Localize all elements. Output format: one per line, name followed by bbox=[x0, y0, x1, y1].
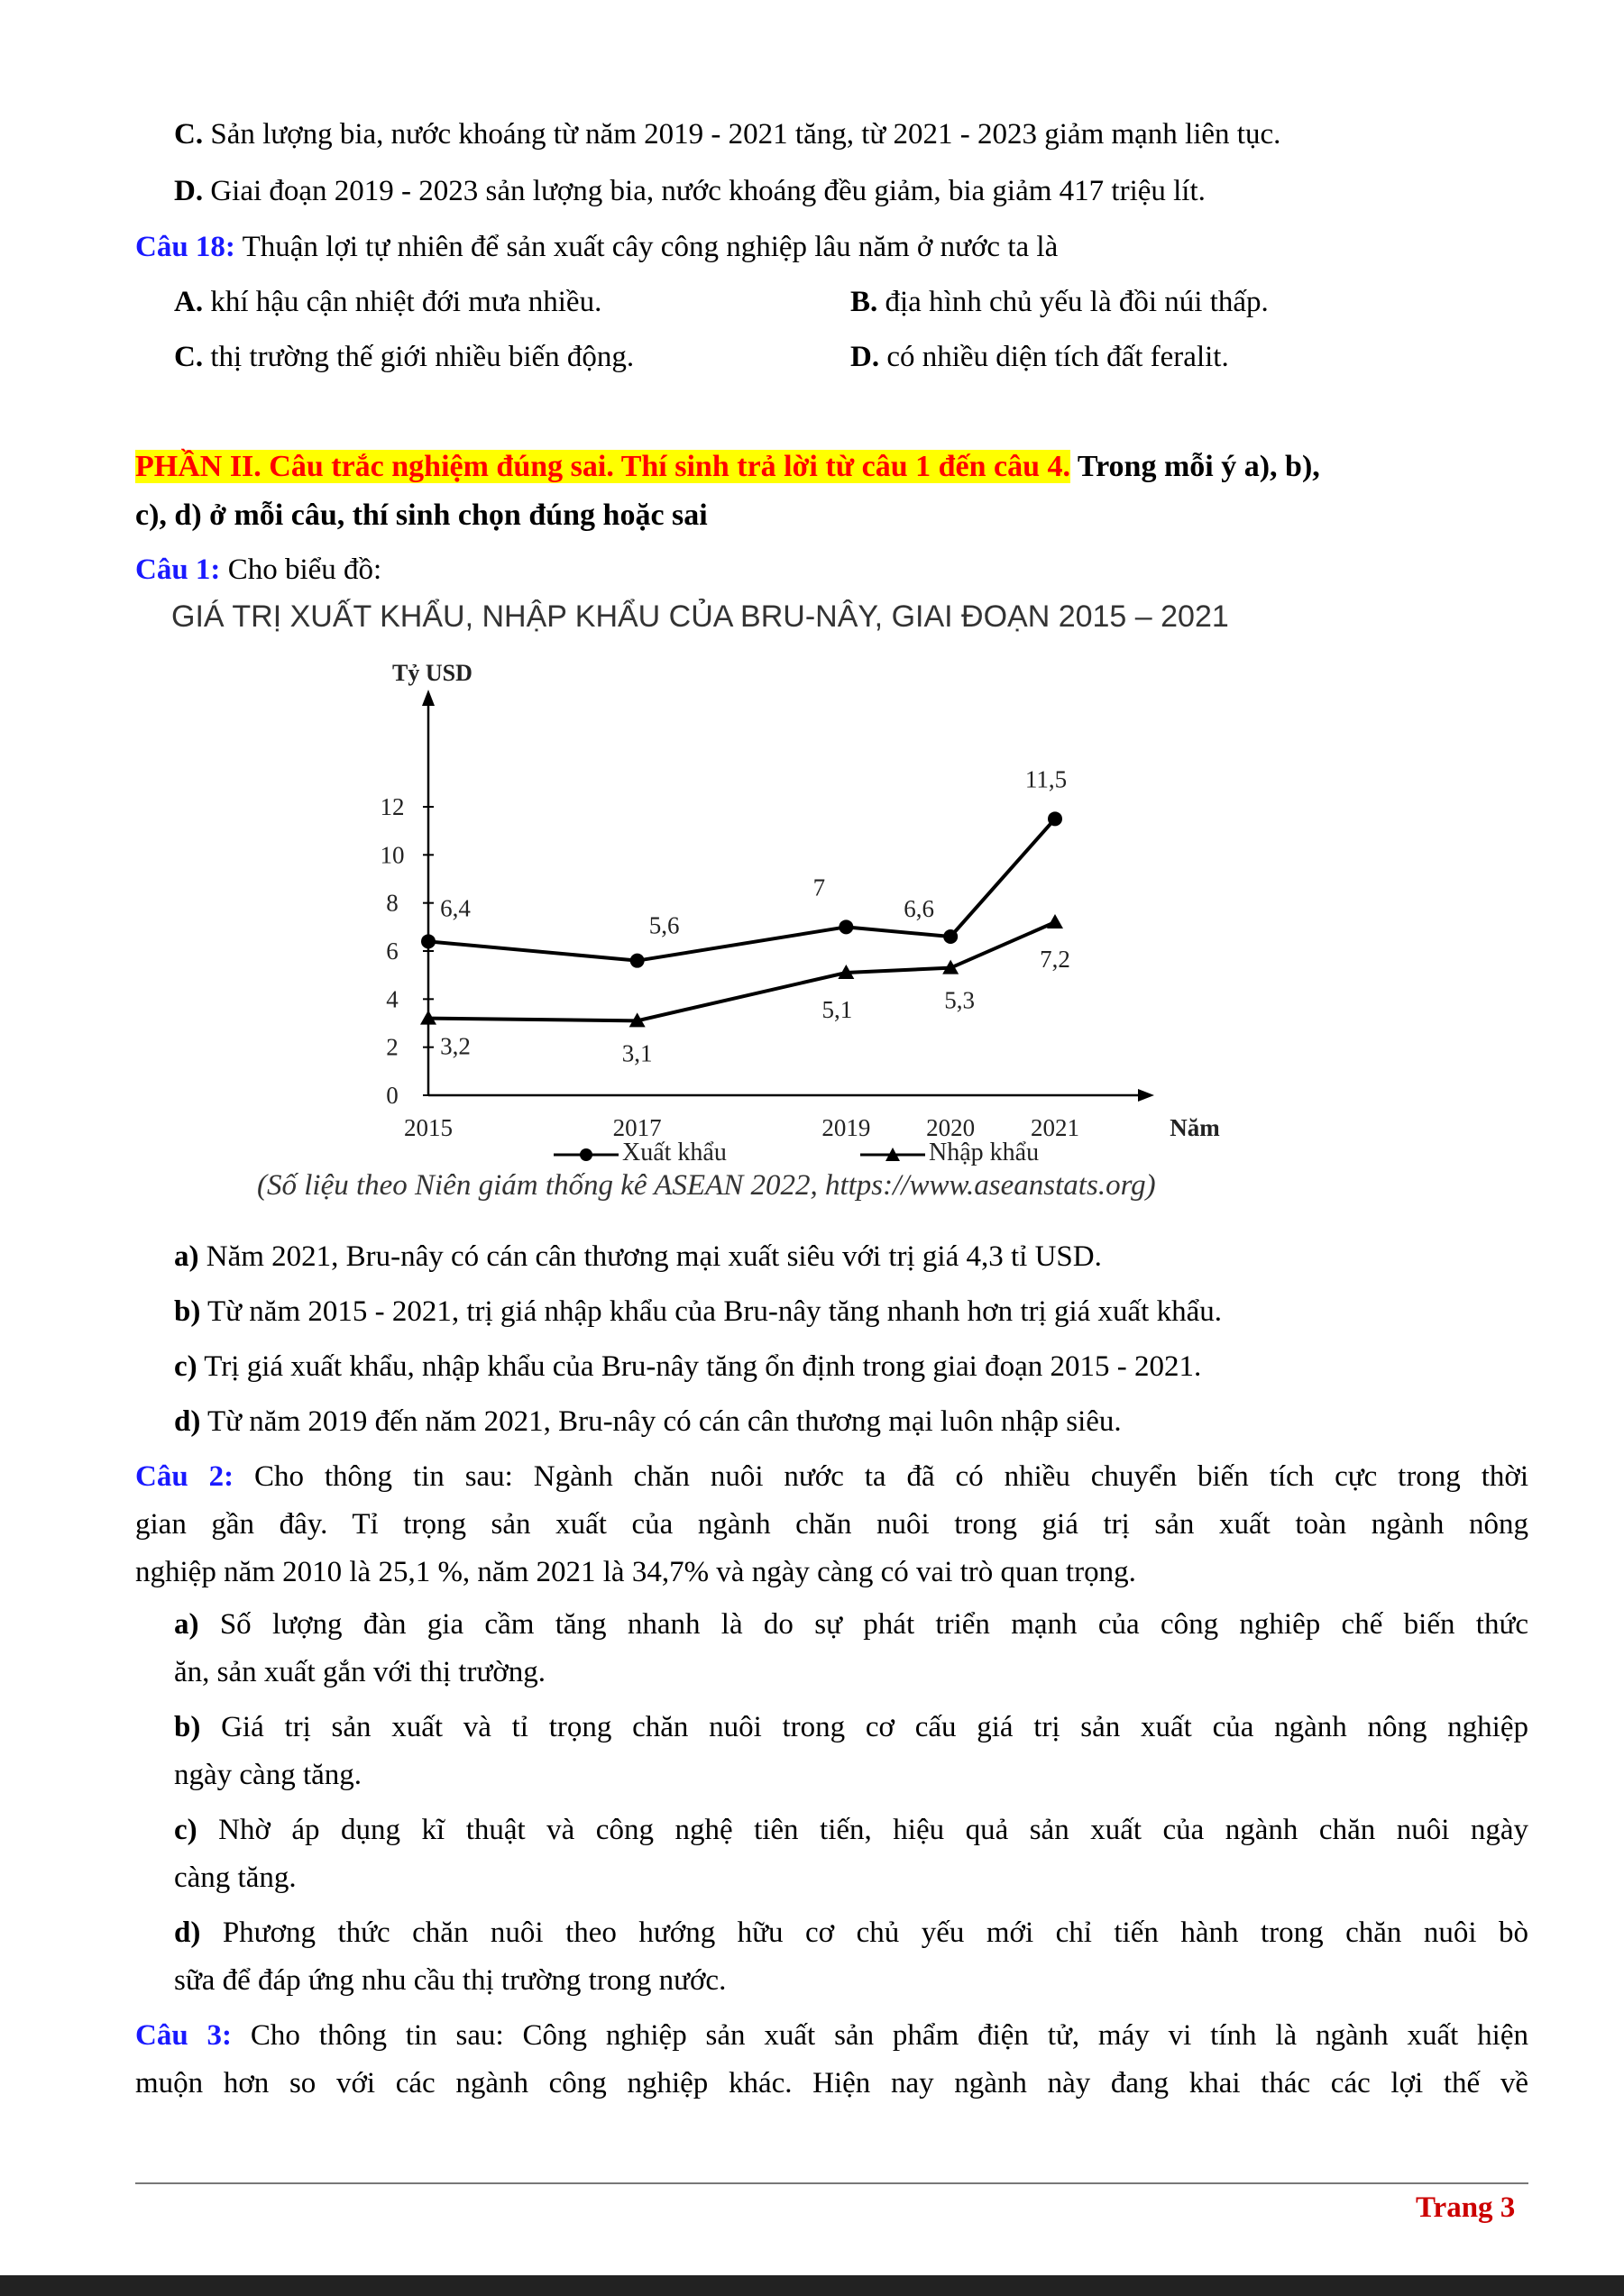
q3-text-line-2: muộn hơn so với các ngành công nghiệp khác. Hiện nay ngành này đang khai thác các lợi thế về bbox=[135, 2067, 1528, 2099]
line-chart bbox=[153, 599, 1362, 1230]
data-point-export bbox=[1048, 811, 1062, 826]
question-1: Câu 1: Cho biểu đồ: bbox=[135, 553, 382, 586]
question-18: Câu 18: Thuận lợi tự nhiên để sản xuất cây công nghiệp lâu năm ở nước ta là bbox=[135, 231, 1059, 263]
q18-option-c: C. thị trường thế giới nhiều biến động. bbox=[174, 341, 635, 373]
option-d-prev: D. Giai đoạn 2019 - 2023 sản lượng bia, nước khoáng đều giảm, bia giảm 417 triệu lít. bbox=[174, 175, 1206, 207]
y-tick-label: 4 bbox=[386, 985, 399, 1013]
q2-statement-c-cont: càng tăng. bbox=[174, 1861, 297, 1894]
q1-statement-c: c) Trị giá xuất khẩu, nhập khẩu của Bru-nây tăng ổn định trong giai đoạn 2015 - 2021. bbox=[174, 1350, 1202, 1383]
chart-plot bbox=[153, 654, 1362, 1140]
q1-statement-b: b) Từ năm 2015 - 2021, trị giá nhập khẩu của Bru-nây tăng nhanh hơn trị giá xuất khẩu. bbox=[174, 1295, 1222, 1328]
data-point-export bbox=[630, 954, 645, 968]
y-tick-label: 12 bbox=[380, 793, 405, 820]
question-label: Câu 18: bbox=[135, 231, 235, 263]
q1-statement-d: d) Từ năm 2019 đến năm 2021, Bru-nây có cán cân thương mại luôn nhập siêu. bbox=[174, 1405, 1122, 1438]
question-label: Câu 2: bbox=[135, 1460, 234, 1493]
x-tick-label: 2021 bbox=[1031, 1114, 1079, 1140]
data-label: 5,6 bbox=[648, 911, 680, 939]
q2-statement-a: a) Số lượng đàn gia cầm tăng nhanh là do sự phát triển mạnh của công nghiêp chế biến thức bbox=[174, 1608, 1529, 1641]
y-tick-label: 6 bbox=[386, 938, 399, 965]
part-2-highlight: PHẦN II. Câu trắc nghiệm đúng sai. Thí sinh trả lời từ câu 1 đến câu 4. bbox=[135, 450, 1071, 483]
bottom-bar bbox=[0, 2275, 1624, 2296]
chart-title: GIÁ TRỊ XUẤT KHẨU, NHẬP KHẨU CỦA BRU-NÂY, GIAI ĐOẠN 2015 – 2021 bbox=[171, 599, 1229, 634]
q2-statement-c: c) Nhờ áp dụng kĩ thuật và công nghệ tiên tiến, hiệu quả sản xuất của ngành chăn nuôi ngày bbox=[174, 1814, 1529, 1846]
part-2-header: PHẦN II. Câu trắc nghiệm đúng sai. Thí sinh trả lời từ câu 1 đến câu 4. Trong mỗi ý a), b), bbox=[135, 450, 1320, 483]
data-point-import bbox=[1047, 914, 1063, 928]
legend-import: Nhập khẩu bbox=[857, 1139, 1039, 1167]
question-3: Câu 3: Cho thông tin sau: Công nghiệp sản xuất sản phẩm điện tử, máy vi tính là ngành xuất hiện bbox=[135, 2019, 1528, 2052]
data-label: 5,3 bbox=[944, 986, 976, 1014]
q2-statement-a-cont: ăn, sản xuất gắn với thị trường. bbox=[174, 1656, 546, 1688]
question-label: Câu 3: bbox=[135, 2019, 233, 2052]
legend-export: Xuất khẩu bbox=[550, 1139, 727, 1167]
q18-option-a: A. khí hậu cận nhiệt đới mưa nhiều. bbox=[174, 286, 602, 318]
page-number: Trang 3 bbox=[1416, 2191, 1516, 2224]
data-label: 6,6 bbox=[904, 895, 935, 922]
q1-statement-a: a) Năm 2021, Bru-nây có cán cân thương mại xuất siêu với trị giá 4,3 tỉ USD. bbox=[174, 1240, 1102, 1273]
chart-source: (Số liệu theo Niên giám thống kê ASEAN 2022, https://www.aseanstats.org) bbox=[257, 1169, 1156, 1202]
data-point-export bbox=[839, 919, 853, 934]
y-tick-label: 0 bbox=[386, 1082, 399, 1109]
q2-statement-d-cont: sữa để đáp ứng nhu cầu thị trường trong nước. bbox=[174, 1964, 727, 1997]
x-tick-label: 2020 bbox=[926, 1114, 976, 1140]
q2-text-line-3: nghiệp năm 2010 là 25,1 %, năm 2021 là 34,7% và ngày càng có vai trò quan trọng. bbox=[135, 1556, 1136, 1588]
data-label: 11,5 bbox=[1024, 765, 1068, 793]
footer-divider bbox=[135, 2182, 1528, 2184]
q2-statement-d: d) Phương thức chăn nuôi theo hướng hữu cơ chủ yếu mới chỉ tiến hành trong chăn nuôi bò bbox=[174, 1916, 1529, 1949]
data-label: 7 bbox=[812, 874, 826, 901]
q18-option-b: B. địa hình chủ yếu là đồi núi thấp. bbox=[850, 286, 1269, 318]
question-2: Câu 2: Cho thông tin sau: Ngành chăn nuôi nước ta đã có nhiều chuyển biến tích cực trong thời bbox=[135, 1460, 1528, 1493]
data-label: 5,1 bbox=[821, 996, 853, 1023]
data-label: 3,2 bbox=[440, 1032, 471, 1060]
q18-option-d: D. có nhiều diện tích đất feralit. bbox=[850, 341, 1229, 373]
y-tick-label: 10 bbox=[380, 841, 405, 869]
y-axis-label: Tỷ USD bbox=[392, 660, 473, 686]
y-tick-label: 8 bbox=[386, 889, 399, 917]
x-tick-label: 2017 bbox=[612, 1114, 662, 1140]
x-axis-arrow bbox=[1138, 1089, 1154, 1102]
data-point-export bbox=[943, 929, 958, 944]
data-label: 6,4 bbox=[440, 894, 471, 922]
data-point-export bbox=[421, 934, 436, 948]
x-tick-label: 2019 bbox=[821, 1114, 871, 1140]
data-label: 3,1 bbox=[621, 1039, 653, 1067]
q2-text-line-2: gian gần đây. Tỉ trọng sản xuất của ngành chăn nuôi trong giá trị sản xuất toàn ngành nông bbox=[135, 1508, 1528, 1541]
q2-statement-b: b) Giá trị sản xuất và tỉ trọng chăn nuôi trong cơ cấu giá trị sản xuất của ngành nông nghiệp bbox=[174, 1711, 1529, 1743]
y-axis-arrow bbox=[422, 690, 435, 706]
y-tick-label: 2 bbox=[386, 1033, 399, 1061]
part-2-instruction: c), d) ở mỗi câu, thí sinh chọn đúng hoặc sai bbox=[135, 499, 708, 532]
q2-statement-b-cont: ngày càng tăng. bbox=[174, 1759, 362, 1791]
legend-import-marker bbox=[857, 1146, 929, 1164]
x-axis-label: Năm bbox=[1170, 1114, 1220, 1140]
question-label: Câu 1: bbox=[135, 553, 221, 586]
x-tick-label: 2015 bbox=[404, 1114, 453, 1140]
legend-export-marker bbox=[550, 1146, 622, 1164]
data-label: 7,2 bbox=[1040, 946, 1070, 973]
option-c-prev: C. Sản lượng bia, nước khoáng từ năm 2019 - 2021 tăng, từ 2021 - 2023 giảm mạnh liên tục. bbox=[174, 118, 1281, 151]
series-line-export bbox=[428, 819, 1055, 960]
